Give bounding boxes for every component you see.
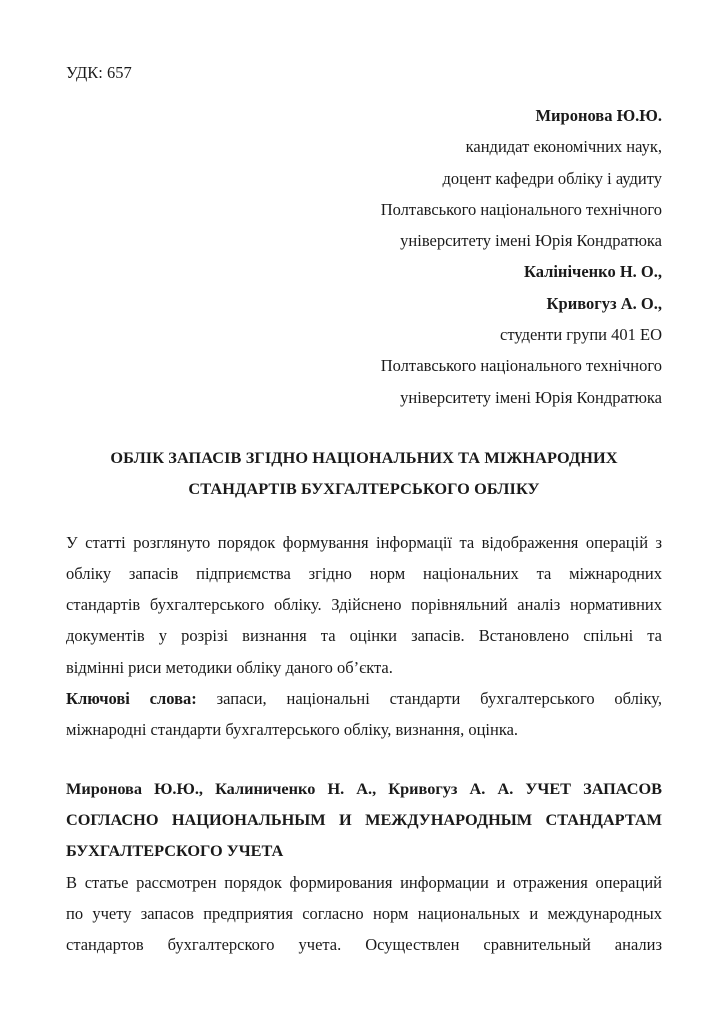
heading-ru-line: Миронова Ю.Ю., Калиниченко Н. А., Кривогуз А. А. УЧЕТ ЗАПАСОВ (66, 778, 662, 798)
author-affiliation-block (66, 84, 662, 413)
abstract-ru-line: стандартов бухгалтерского учета. Осуществлен сравнительный анализ (66, 935, 662, 955)
keywords-label: Ключові слова: (66, 689, 197, 709)
heading-ru-line: СОГЛАСНО НАЦИОНАЛЬНЫМ И МЕЖДУНАРОДНЫМ СТАНДАРТАМ (66, 809, 662, 829)
title-line-1: ОБЛІК ЗАПАСІВ ЗГІДНО НАЦІОНАЛЬНИХ ТА МІЖНАРОДНИХ (110, 447, 618, 467)
affiliation-university-line2: університету імені Юрія Кондратюка (400, 231, 662, 251)
abstract-ru-line: В статье рассмотрен порядок формирования информации и отражения операций (66, 872, 662, 892)
affiliation-university-line3: Полтавського національного технічного (380, 356, 662, 376)
abstract-uk (66, 505, 662, 683)
abstract-uk-line: обліку запасів підприємства згідно норм національних та міжнародних (66, 563, 662, 583)
author-name-third: Кривогуз А. О., (546, 293, 662, 313)
page-content (66, 0, 662, 960)
abstract-uk-line: стандартів бухгалтерського обліку. Здійснено порівняльний аналіз нормативних (66, 595, 662, 615)
keywords-uk-values-1: запаси, національні стандарти бухгалтерського обліку, (196, 689, 662, 709)
author-degree: кандидат економічних наук, (465, 137, 662, 157)
student-group: студенти групи 401 ЕО (500, 325, 662, 345)
abstract-uk-line: У статті розглянуто порядок формування інформації та відображення операцій з (66, 532, 662, 552)
title-line-2: СТАНДАРТІВ БУХГАЛТЕРСЬКОГО ОБЛІКУ (188, 479, 540, 499)
abstract-ru-line: по учету запасов предприятия согласно норм национальных и международных (66, 903, 662, 923)
page-title (66, 413, 662, 505)
keywords-uk-line-1 (66, 683, 662, 714)
abstract-ru (66, 867, 662, 961)
udk-line: УДК: 657 (66, 63, 132, 82)
abstract-uk-line: відмінні риси методики обліку даного об’єкта. (66, 657, 393, 677)
keywords-uk (66, 683, 662, 746)
heading-ru-line: БУХГАЛТЕРСКОГО УЧЕТА (66, 841, 284, 861)
affiliation-university-line1: Полтавського національного технічного (380, 199, 662, 219)
author-name-primary: Миронова Ю.Ю. (535, 106, 662, 125)
author-name-second: Калініченко Н. О., (523, 262, 662, 282)
heading-ru (66, 746, 662, 867)
author-position: доцент кафедри обліку і аудиту (442, 168, 662, 188)
keywords-uk-line-2: міжнародні стандарти бухгалтерського обліку, визнання, оцінка. (66, 720, 519, 740)
abstract-uk-line: документів у розрізі визнання та оцінки запасів. Встановлено спільні та (66, 626, 662, 646)
affiliation-university-line4: університету імені Юрія Кондратюка (400, 387, 662, 407)
